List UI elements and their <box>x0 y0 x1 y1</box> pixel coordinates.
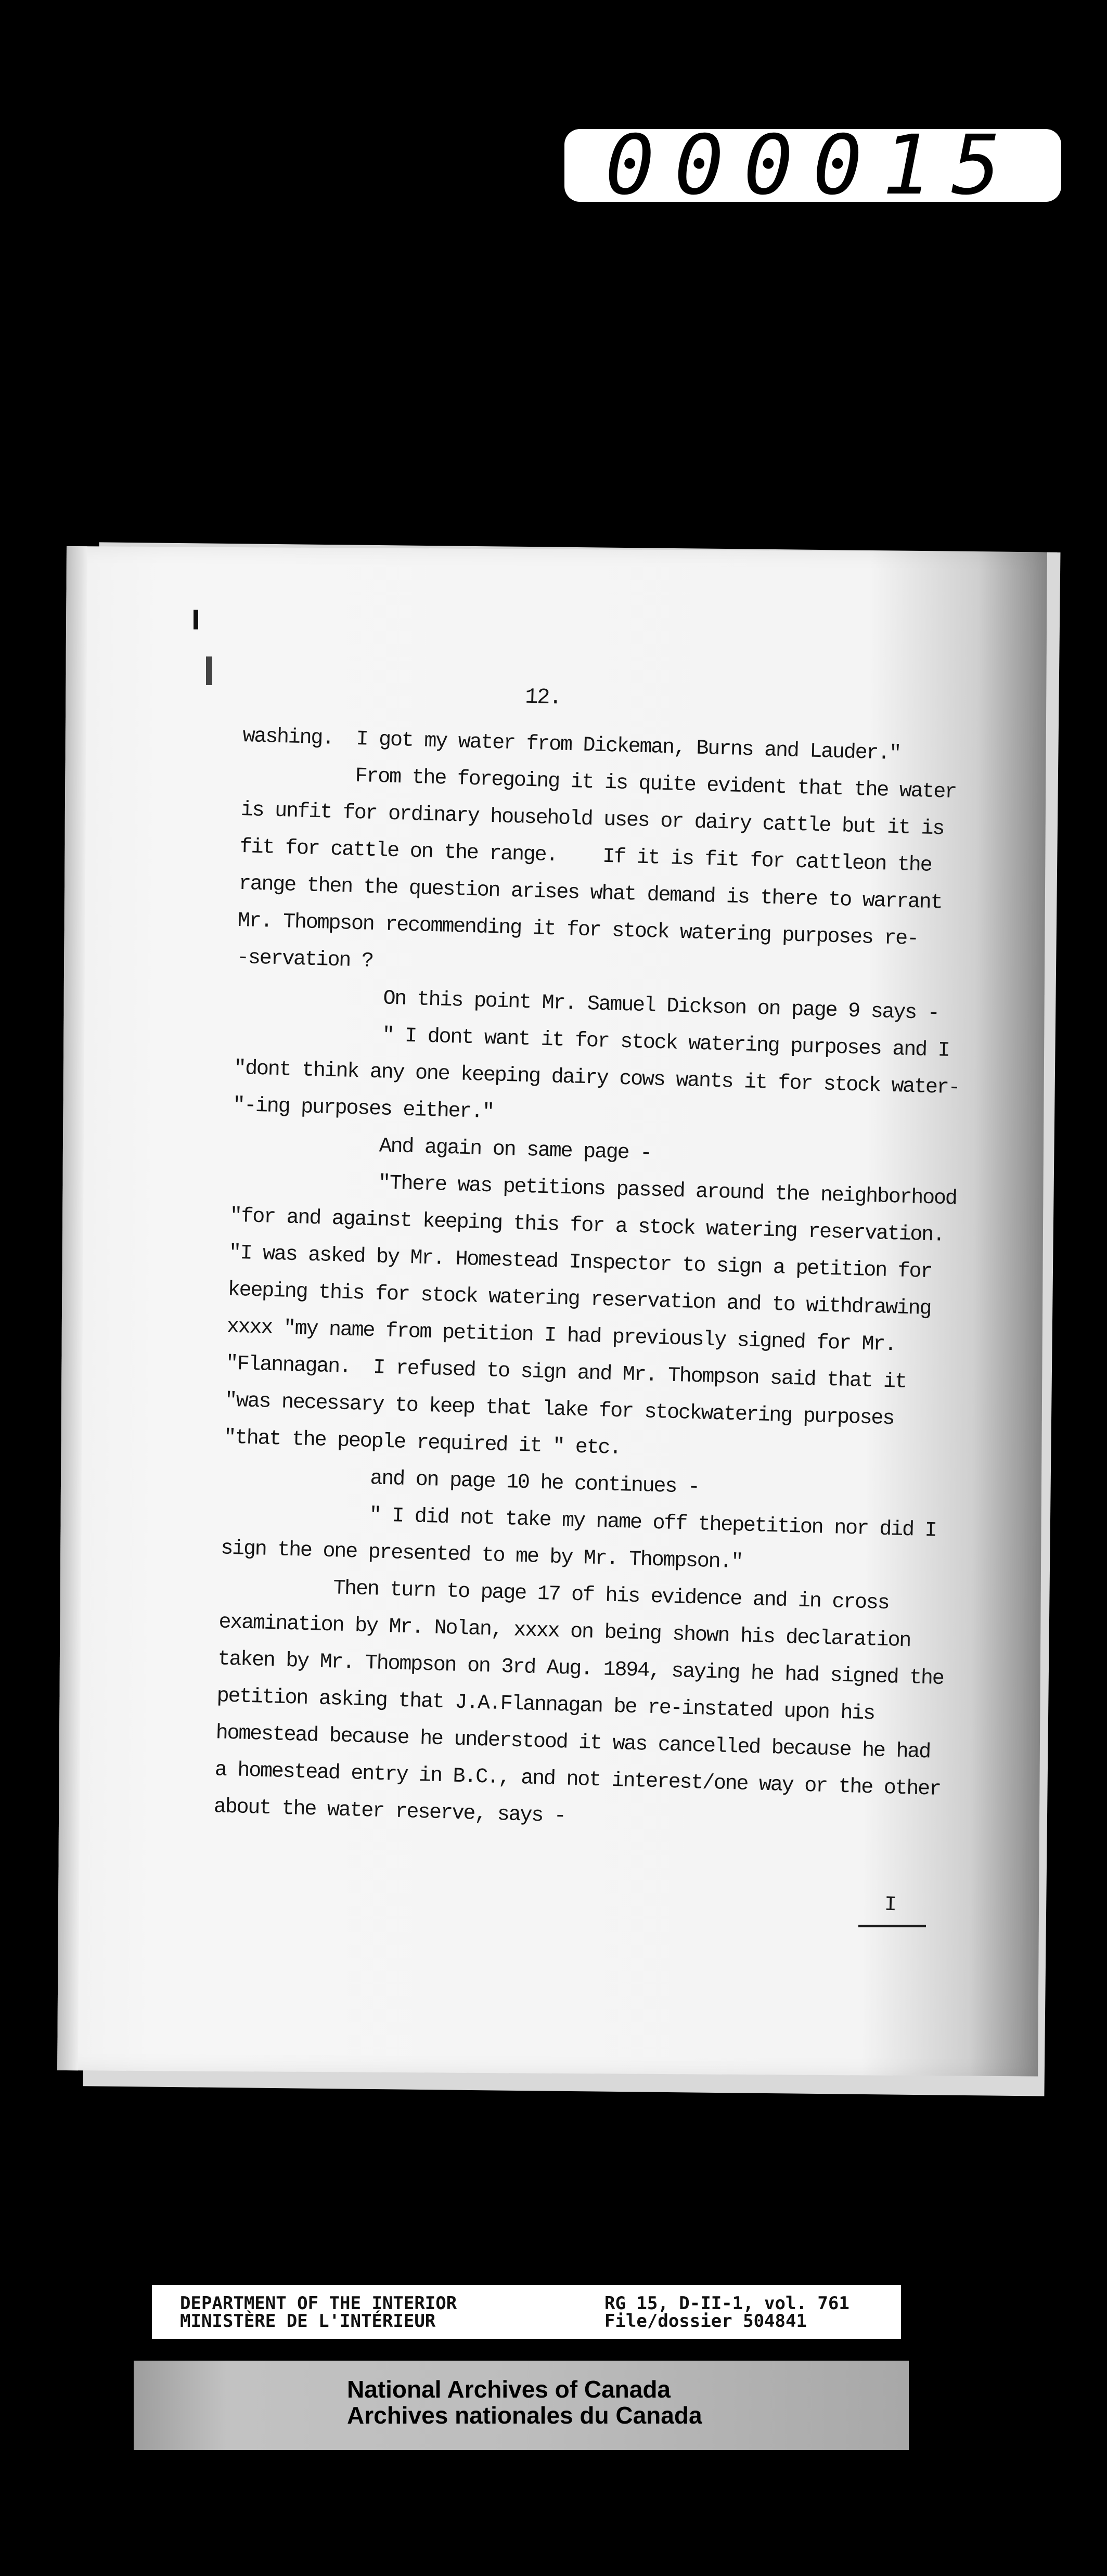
department-en: DEPARTMENT OF THE INTERIOR <box>180 2293 457 2314</box>
document-line: "was necessary to keep that lake for stockwatering purposes <box>224 1389 894 1431</box>
document-line: "for and against keeping this for a stock watering reservation. <box>229 1204 945 1247</box>
document-line: range then the question arises what demand is there to warrant <box>238 872 942 915</box>
document-line: -servation ? <box>236 946 374 973</box>
document-line: From the foregoing it is quite evident that the water <box>241 761 957 805</box>
frame-number-label <box>564 118 1061 213</box>
document-line: keeping this for stock watering reservation and to withdrawing <box>227 1278 931 1321</box>
document-line: And again on same page - <box>231 1130 652 1166</box>
reference-label <box>152 2285 901 2339</box>
document-text-block <box>213 671 1014 1846</box>
document-line: "Flannagan. I refused to sign and Mr. Thompson said that it <box>225 1352 907 1394</box>
document-line: sign the one presented to me by Mr. Thompson." <box>220 1537 743 1575</box>
document-line: petition asking that J.A.Flannagan be re-instated upon his <box>216 1684 875 1726</box>
document-line: Then turn to page 17 of his evidence and in cross <box>219 1574 890 1616</box>
document-line: "-ing purposes either." <box>232 1093 494 1125</box>
department-fr: MINISTÈRE DE L'INTÉRIEUR <box>180 2311 436 2332</box>
archives-label <box>134 2361 909 2450</box>
document-line: xxxx "my name from petition I had previously signed for Mr. <box>226 1315 896 1357</box>
document-line: "dont think any one keeping dairy cows wants it for stock water- <box>233 1057 960 1100</box>
catchword-underline <box>858 1925 926 1927</box>
document-line: "that the people required it " etc. <box>223 1426 621 1461</box>
document-line: taken by Mr. Thompson on 3rd Aug. 1894, saying he had signed the <box>217 1647 944 1691</box>
document-line: about the water reserve, says - <box>213 1795 566 1828</box>
archives-name-fr: Archives nationales du Canada <box>347 2402 702 2429</box>
document-line: a homestead entry in B.C., and not interest/one way or the other <box>214 1758 941 1801</box>
catchword: I <box>884 1893 897 1917</box>
record-group: RG 15, D-II-1, vol. 761 <box>604 2293 849 2314</box>
archives-name-en: National Archives of Canada <box>347 2376 671 2403</box>
document-line: is unfit for ordinary household uses or dairy cattle but it is <box>240 798 944 841</box>
document-lines <box>213 718 1013 1846</box>
document-line: Mr. Thompson recommending it for stock watering purposes re- <box>237 909 919 951</box>
document-line: examination by Mr. Nolan, xxxx on being shown his declaration <box>218 1611 911 1653</box>
document-line: homestead because he understood it was cancelled because he had <box>215 1721 931 1764</box>
punch-mark-top <box>194 610 198 629</box>
document-line: " I dont want it for stock watering purposes and I <box>234 1020 950 1063</box>
document-line: "I was asked by Mr. Homestead Inspector to sign a petition for <box>228 1241 932 1284</box>
document-line: and on page 10 he continues - <box>222 1463 700 1500</box>
document-line: On this point Mr. Samuel Dickson on page 9 says - <box>235 983 939 1026</box>
file-number: File/dossier 504841 <box>604 2311 807 2332</box>
document-line: fit for cattle on the range. If it is fit for cattleon the <box>239 835 932 878</box>
document-line: "There was petitions passed around the neighborhood <box>230 1167 957 1211</box>
page-number: 12. <box>524 684 561 711</box>
document-line: washing. I got my water from Dickeman, Burns and Lauder." <box>242 724 901 766</box>
frame-number: 000015 <box>605 118 1021 213</box>
punch-mark-bottom <box>206 656 212 685</box>
document-line: " I did not take my name off thepetition nor did I <box>221 1500 937 1543</box>
